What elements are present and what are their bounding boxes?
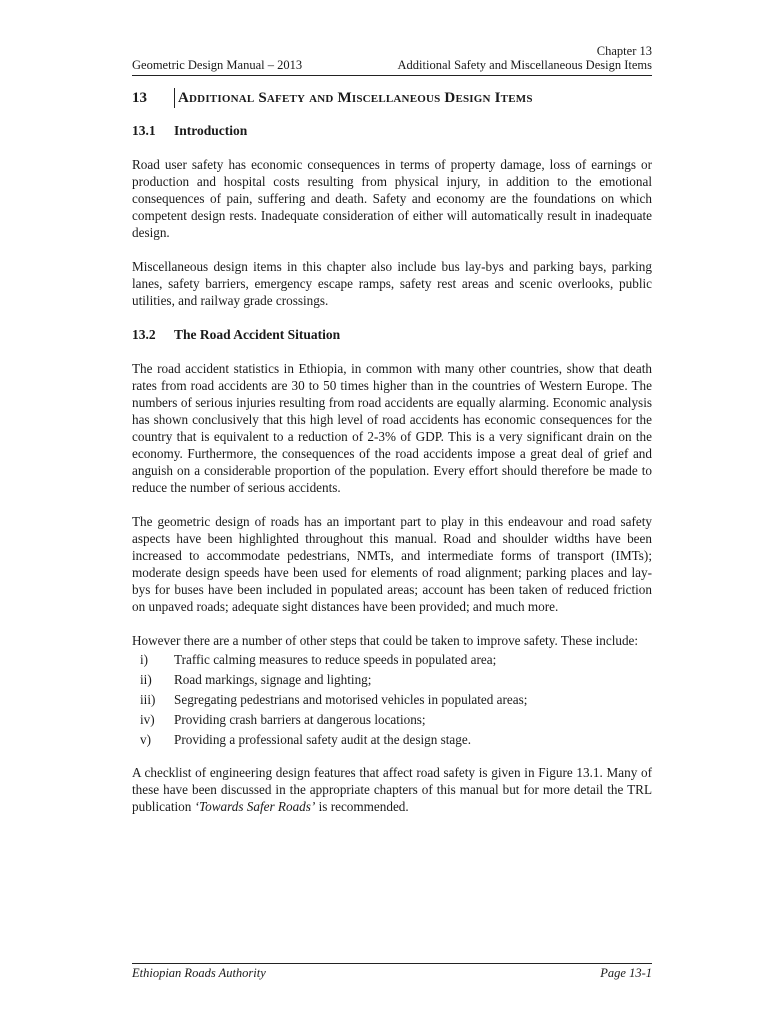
list-item — [132, 730, 652, 750]
paragraph: Miscellaneous design items in this chapter also include bus lay-bys and parking bays, parking lanes, safety barriers, emergency escape ramps, safety rest areas and scenic overlooks, public utilities, and railway grade crossings. — [132, 259, 652, 308]
list-marker: iii) — [140, 692, 156, 707]
section-number: 13.1 — [132, 123, 156, 138]
paragraph: However there are a number of other steps that could be taken to improve safety. These include: — [132, 633, 639, 648]
paragraph: The geometric design of roads has an important part to play in this endeavour and road safety aspects have been highlighted throughout this manual. Road and shoulder widths have been increased to accommodate pedestrians, NMTs, and intermediate forms of transport (IMTs); moderate design speeds have been used for elements of road alignment; parking places and lay-bys for buses have been included in populated areas; account has been taken of reduced friction on unpaved roads; adequate sight distances have been provided; and much more. — [132, 514, 652, 614]
header-chapter: Chapter 13 — [596, 44, 652, 58]
list-marker: iv) — [140, 712, 155, 727]
header-chapter-title: Additional Safety and Miscellaneous Design Items — [397, 58, 652, 72]
publication-title: ‘Towards Safer Roads’ — [194, 799, 316, 814]
chapter-heading — [132, 88, 652, 108]
closing-text: A checklist of engineering design features that affect road safety is given in Figure 13.1. Many of these have been discussed in the appropriate chapters of this manual but for more detail the TRL publication — [132, 765, 652, 814]
footer-rule — [132, 963, 652, 964]
safety-steps-list — [132, 650, 652, 750]
chapter-divider — [174, 88, 175, 108]
list-item — [132, 670, 652, 690]
list-item — [132, 690, 652, 710]
header-rule — [132, 75, 652, 76]
section-title: The Road Accident Situation — [174, 327, 341, 342]
section-heading-road-accident-situation — [132, 326, 652, 343]
footer-organization: Ethiopian Roads Authority — [132, 966, 266, 980]
page-content — [132, 122, 652, 832]
header-manual-title: Geometric Design Manual – 2013 — [132, 58, 303, 72]
list-item-text: Providing crash barriers at dangerous locations; — [174, 712, 426, 727]
list-item-text: Road markings, signage and lighting; — [174, 672, 372, 687]
paragraph: Road user safety has economic consequences in terms of property damage, loss of earnings or production and hospital costs resulting from physical injury, in addition to the emotional consequences of pain, suffering and death. Safety and economy are the foundations on which competent design rests. Inadequate consideration of either will automatically result in inadequate design. — [132, 157, 652, 240]
list-marker: ii) — [140, 672, 152, 687]
list-marker: i) — [140, 652, 149, 667]
page-header — [132, 44, 652, 72]
document-page — [132, 0, 652, 1024]
section-number: 13.2 — [132, 327, 156, 342]
list-marker: v) — [140, 732, 151, 747]
list-item-text: Segregating pedestrians and motorised vehicles in populated areas; — [174, 692, 528, 707]
list-item-text: Providing a professional safety audit at the design stage. — [174, 732, 472, 747]
closing-text-end: is recommended. — [315, 799, 409, 814]
paragraph: The road accident statistics in Ethiopia, in common with many other countries, show that death rates from road accidents are 30 to 50 times higher than in the countries of Western Europe. The numbers of serious injuries resulting from road accidents are equally alarming. Economic analysis has shown conclusively that this high level of road accidents has economic consequences for the country that is equivalent to a reduction of 2-3% of GDP. This is a very significant drain on the economy. Furthermore, the consequences of the road accidents impose a great deal of grief and anguish on a considerable proportion of the population. Every effort should therefore be made to reduce the number of serious accidents. — [132, 361, 652, 495]
chapter-number: 13 — [132, 89, 147, 106]
list-item — [132, 650, 652, 670]
chapter-heading-text: Additional Safety and Miscellaneous Design Items — [178, 89, 533, 106]
page-footer — [132, 966, 652, 981]
closing-paragraph — [132, 764, 652, 815]
page-number: Page 13-1 — [600, 966, 652, 980]
list-item-text: Traffic calming measures to reduce speeds in populated area; — [174, 652, 497, 667]
section-heading-introduction — [132, 122, 652, 139]
list-item — [132, 710, 652, 730]
section-title: Introduction — [174, 123, 248, 138]
